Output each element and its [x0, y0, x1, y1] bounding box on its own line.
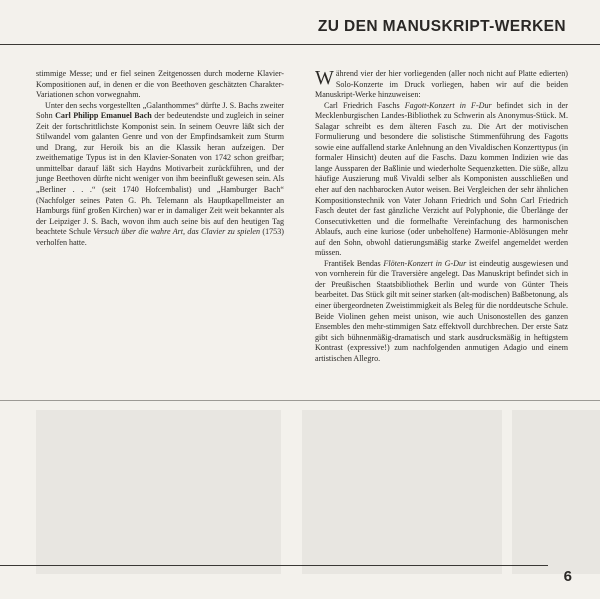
work-title: Flöten-Konzert in G-Dur — [383, 258, 467, 268]
book-title: Versuch über die wahre Art, das Clavier zu spielen — [93, 227, 261, 237]
right-paragraph-1 — [315, 69, 568, 101]
text-run: befindet sich in der Mecklenburgischen Landes-Bibliothek zu Schwerin als Anonymus-Stück. M. Salagar schreibt es dem älteren Fasch zu. Die Art der motivischen Formulierung und besondere die solistische Stimmenführung des Fagotts sowie eine auffallend starke Anlehnung an den Vivaldischen Konzerttypus (in formaler Hinsicht) deuten auf die Faschs. Dazu kommen Indizien wie das lange Aussparen der Baßlinie und wiederholte Sequenzketten. Die süße, allzu häufige Auszierung muß Vivaldi selber als Komponisten ausschließen und eher auf den nachbarocken Autor weisen. Bei Vergleichen der sehr ähnlichen Kompositionstechnik von Vater Johann Friedrich und Sohn Carl Friedrich Fasch deutet der fast gänzliche Verzicht auf Polyphonie, die Überlänge der Consecutivketten und die formelhafte Vereinfachung des harmonischen Ablaufs, auch eine kuriose (oder unbeholfene) Harmonie-Ablösungen mehr auf den Sohn, obwohl datierungsmäßig starke Zweifel angemeldet werden müssen. — [315, 100, 568, 258]
right-paragraph-2 — [315, 101, 568, 259]
left-paragraph-1: stimmige Messe; und er fiel seinen Zeitgenossen durch moderne Klavier-Kompositionen auf, in denen er die von Beethoven geschätzten Charakter-Variationen schon vorwegnahm. — [36, 69, 284, 100]
right-paragraph-3 — [315, 259, 568, 364]
text-run: ährend vier der hier vorliegenden (aller noch nicht auf Platte edierten) Solo-Konzerte im Druck vorliegen, haben wir auf die beiden Manuskript-Werke hinzuweisen: — [315, 69, 568, 100]
text-run: (1753) verholfen hatte. — [36, 227, 284, 247]
blank-panel-left — [36, 410, 281, 574]
blank-panel-right — [512, 410, 600, 574]
left-paragraph-2 — [36, 101, 284, 249]
text-run: František Bendas — [324, 258, 384, 268]
footer-rule — [0, 565, 548, 566]
right-column — [315, 69, 568, 364]
drop-cap: W — [315, 67, 334, 89]
text-run: der bedeutendste und zugleich in seiner Zeit der fortschrittlichste Komponist sein. In seinem Oeuvre läßt sich der Stilwandel vom galanten Genre und von der Empfindsamkeit zum Sturm und Drang, zur Heroik bis an die Klassik heran aufzeigen. Der zweithematige Typus ist in den Klavier-Sonaten von 1742 schon greifbar; unmittelbar darauf läßt sich Haydns Motivarbeit zurückführen, und der junge Beethoven dürfte nicht weniger von ihm beeinflußt gewesen sein. Als „Berliner . . .“ (seit 1740 Hofcembalist) und „Hamburger Bach“ (Nachfolger seines Paten G. Ph. Telemann als Hauptkapellmeister an Hamburgs fünf großen Kirchen) war er in damaliger Zeit weit bekannter als der Leipziger J. S. Bach, wovon ihm auch seine bis auf den heutigen Tag beachtete Schule — [36, 111, 285, 237]
section-divider — [0, 400, 600, 401]
header-rule — [0, 44, 600, 45]
left-column — [36, 69, 284, 248]
text-run: Unter den sechs vorgestellten „Galanthommes“ dürfte J. S. Bachs zweiter Sohn — [36, 100, 284, 121]
composer-name: Carl Philipp Emanuel Bach — [55, 111, 152, 121]
blank-panel-middle — [302, 410, 502, 574]
work-title: Fagott-Konzert in F-Dur — [404, 100, 492, 110]
text-run: Carl Friedrich Faschs — [324, 100, 405, 110]
page-number: 6 — [563, 568, 572, 585]
page-title: ZU DEN MANUSKRIPT-WERKEN — [317, 18, 566, 35]
text-run: ist eindeutig ausgewiesen und von vornherein für die Traversière angelegt. Das Manuskript befindet sich in der Preußischen Staatsbibliothek Berlin und wurde von Günter Theis bearbeitet. Das Stück gilt mit seiner starken (alt-modischen) Baßbetonung, als einer übergeordneten Zweistimmigkeit als Beleg für die norddeutsche Schule. Beide Violinen gehen meist unison, wie auch Unisonostellen des ganzen Ensembles den mehr-stimmigen Satz effektvoll durchbrechen. Der erste Satz gibt sich bühnenmäßig-dramatisch und stark ausdrucksmäßig in heftigstem Kontrast (expressive!) zum nachfolgenden anmutigen Adagio und einem artistischen Allegro. — [315, 258, 568, 363]
